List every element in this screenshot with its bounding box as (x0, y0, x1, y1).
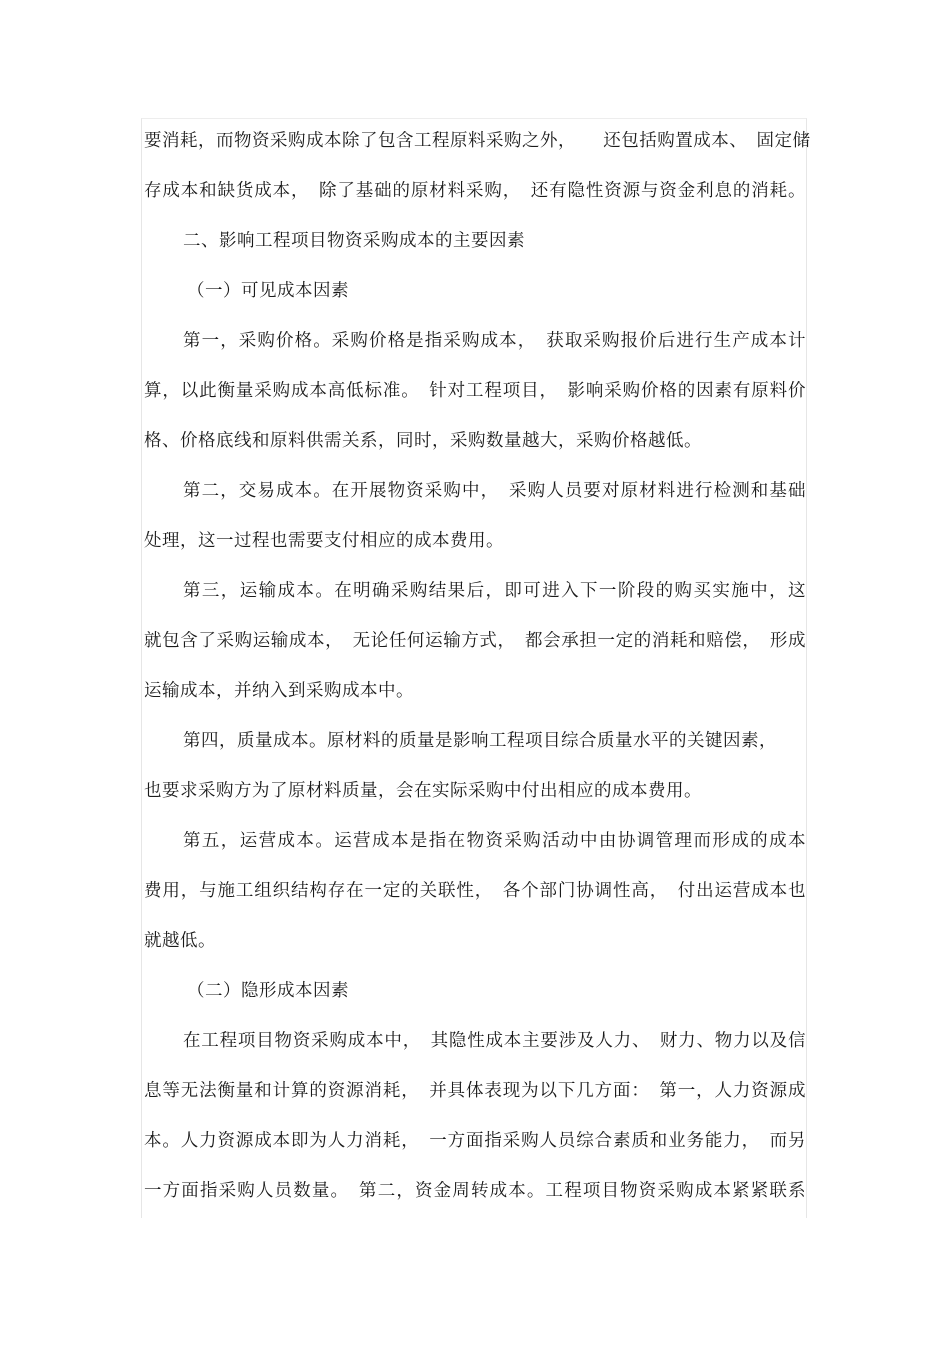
text-line-5: 第一，采购价格。采购价格是指采购成本， 获取采购报价后进行生产成本计 (183, 331, 806, 351)
text-line-12: 运输成本，并纳入到采购成本中。 (144, 681, 414, 701)
text-line-9: 处理，这一过程也需要支付相应的成本费用。 (144, 531, 504, 551)
section-heading-2: 二、影响工程项目物资采购成本的主要因素 (183, 231, 525, 251)
text-line-21: 本。人力资源成本即为人力消耗， 一方面指采购人员综合素质和业务能力， 而另 (144, 1131, 806, 1151)
text-line-8: 第二，交易成本。在开展物资采购中， 采购人员要对原材料进行检测和基础 (183, 481, 806, 501)
text-line-20: 息等无法衡量和计算的资源消耗， 并具体表现为以下几方面： 第一，人力资源成 (144, 1081, 806, 1101)
text-line-10: 第三，运输成本。在明确采购结果后，即可进入下一阶段的购买实施中，这 (183, 581, 806, 601)
text-line-17: 就越低。 (144, 931, 216, 951)
text-line-6: 算，以此衡量采购成本高低标准。 针对工程项目， 影响采购价格的因素有原料价 (144, 381, 806, 401)
text-line-13: 第四，质量成本。原材料的质量是影响工程项目综合质量水平的关键因素， (183, 731, 777, 751)
subsection-heading-hidden-cost: （二）隐形成本因素 (187, 981, 349, 1001)
text-line-22: 一方面指采购人员数量。 第二，资金周转成本。工程项目物资采购成本紧紧联系 (144, 1181, 806, 1201)
text-line-11: 就包含了采购运输成本， 无论任何运输方式， 都会承担一定的消耗和赔偿， 形成 (144, 631, 806, 651)
text-line-16: 费用，与施工组织结构存在一定的关联性， 各个部门协调性高， 付出运营成本也 (144, 881, 806, 901)
text-line-14: 也要求采购方为了原材料质量，会在实际采购中付出相应的成本费用。 (144, 781, 702, 801)
text-line-2: 存成本和缺货成本， 除了基础的原材料采购， 还有隐性资源与资金利息的消耗。 (144, 181, 806, 201)
text-line-7: 格、价格底线和原料供需关系，同时，采购数量越大，采购价格越低。 (144, 431, 702, 451)
text-line-15: 第五，运营成本。运营成本是指在物资采购活动中由协调管理而形成的成本 (183, 831, 806, 851)
text-line-19: 在工程项目物资采购成本中， 其隐性成本主要涉及人力、 财力、物力以及信 (183, 1031, 806, 1051)
text-line-1: 要消耗，而物资采购成本除了包含工程原料采购之外， 还包括购置成本、 固定储 (144, 131, 811, 151)
subsection-heading-visible-cost: （一）可见成本因素 (187, 281, 349, 301)
